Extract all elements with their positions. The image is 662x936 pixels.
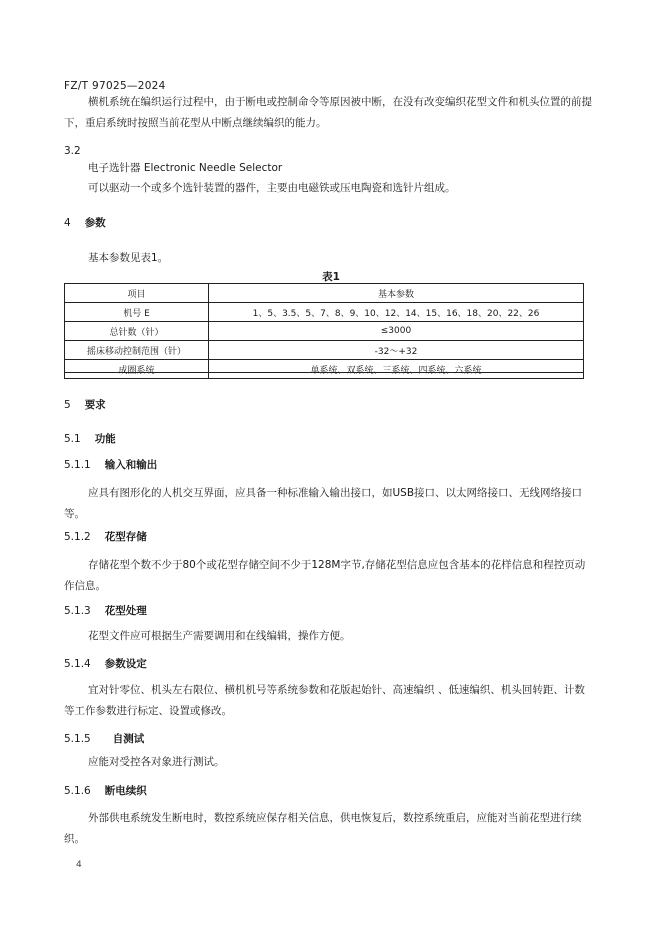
section-5-1-6-number: 5.1.6 (64, 785, 91, 797)
section-5-1-3-heading (64, 603, 147, 618)
section-5-1-number: 5.1 (64, 433, 81, 445)
section-5-1-6-body: 外部供电系统发生断电时，数控系统应保存相关信息，供电恢复后，数控系统重启，应能对当前花型进行续织。 (64, 812, 582, 845)
page-number: 4 (76, 860, 82, 870)
table-header-cell: 项目 (65, 284, 209, 303)
section-4-number: 4 (64, 217, 71, 229)
section-5-1-6-heading (64, 783, 147, 798)
table-cell: 总针数（针） (65, 322, 209, 341)
section-5-1-6-title: 断电续织 (104, 785, 147, 797)
table-cell: ≤3000 (209, 322, 584, 341)
section-5-1-4-number: 5.1.4 (64, 658, 91, 670)
table-cell: 成圈系统 (65, 360, 209, 379)
table-cell: 机号 E (65, 303, 209, 322)
section-4-body: 基本参数见表1。 (88, 252, 169, 264)
table-row (65, 360, 584, 379)
section-5-heading (64, 397, 106, 412)
section-4-heading (64, 215, 106, 230)
table-cell: 摇床移动控制范围（针） (65, 341, 209, 360)
section-5-1-3-number: 5.1.3 (64, 605, 91, 617)
section-5-1-3-title: 花型处理 (104, 605, 147, 617)
section-5-1-5-title: 自测试 (112, 733, 145, 745)
section-5-1-1-body: 应具有图形化的人机交互界面，应具备一种标准输入输出接口，如USB接口、以太网络接口、无线网络接口等。 (64, 487, 583, 520)
section-5-1-1-heading (64, 457, 157, 472)
section-5-1-2-heading (64, 529, 147, 544)
section-5-1-4-title: 参数设定 (104, 658, 147, 670)
section-5-1-2-body: 存储花型个数不少于80个或花型存储空间不少于128M字节,存储花型信息应包含基本的花样信息和程控页动作信息。 (64, 559, 586, 592)
section-5-1-4-heading (64, 656, 147, 671)
section-5-1-title: 功能 (94, 433, 116, 445)
table-row (65, 303, 584, 322)
table-row (65, 341, 584, 360)
section-5-1-1-number: 5.1.1 (64, 459, 91, 471)
table-header-cell: 基本参数 (209, 284, 584, 303)
section-5-number: 5 (64, 399, 71, 411)
section-5-1-1-title: 输入和输出 (104, 459, 158, 471)
table-row (65, 322, 584, 341)
table-cell: 1、5、3.5、5、7、8、9、10、12、14、15、16、18、20、22、26 (209, 303, 584, 322)
document-code-header: FZ/T 97025—2024 (64, 80, 166, 92)
clause-3-2-term: 电子选针器 Electronic Needle Selector (88, 162, 283, 174)
clause-3-2-body: 可以驱动一个或多个选针装置的器件，主要由电磁铁或压电陶瓷和选针片组成。 (88, 182, 456, 194)
clause-3-2-number: 3.2 (64, 145, 81, 157)
section-5-title: 要求 (84, 399, 106, 411)
section-5-1-5-heading (64, 731, 144, 746)
section-5-1-2-number: 5.1.2 (64, 531, 91, 543)
table-cell: 单系统、双系统、三系统、四系统、六系统 (209, 360, 584, 379)
paragraph-3-1-body: 横机系统在编织运行过程中，由于断电或控制命令等原因被中断，在没有改变编织花型文件和机头位置的前提下，重启系统时按照当前花型从中断点继续编织的能力。 (64, 96, 592, 129)
table-header-row (65, 284, 584, 303)
section-5-1-4-body: 宜对针零位、机头左右限位、横机机号等系统参数和花版起始针、高速编织 、低速编织、机头回转距、计数等工作参数进行标定、设置或修改。 (64, 684, 585, 717)
section-5-1-heading (64, 431, 116, 446)
table-title: 表1 (322, 271, 340, 283)
section-5-1-5-number: 5.1.5 (64, 733, 91, 745)
section-5-1-5-body: 应能对受控各对象进行测试。 (88, 756, 225, 768)
parameter-table (64, 283, 584, 379)
section-4-title: 参数 (84, 217, 106, 229)
table-cell: -32～+32 (209, 341, 584, 360)
section-5-1-3-body: 花型文件应可根据生产需要调用和在线编辑，操作方便。 (88, 630, 351, 642)
section-5-1-2-title: 花型存储 (104, 531, 147, 543)
